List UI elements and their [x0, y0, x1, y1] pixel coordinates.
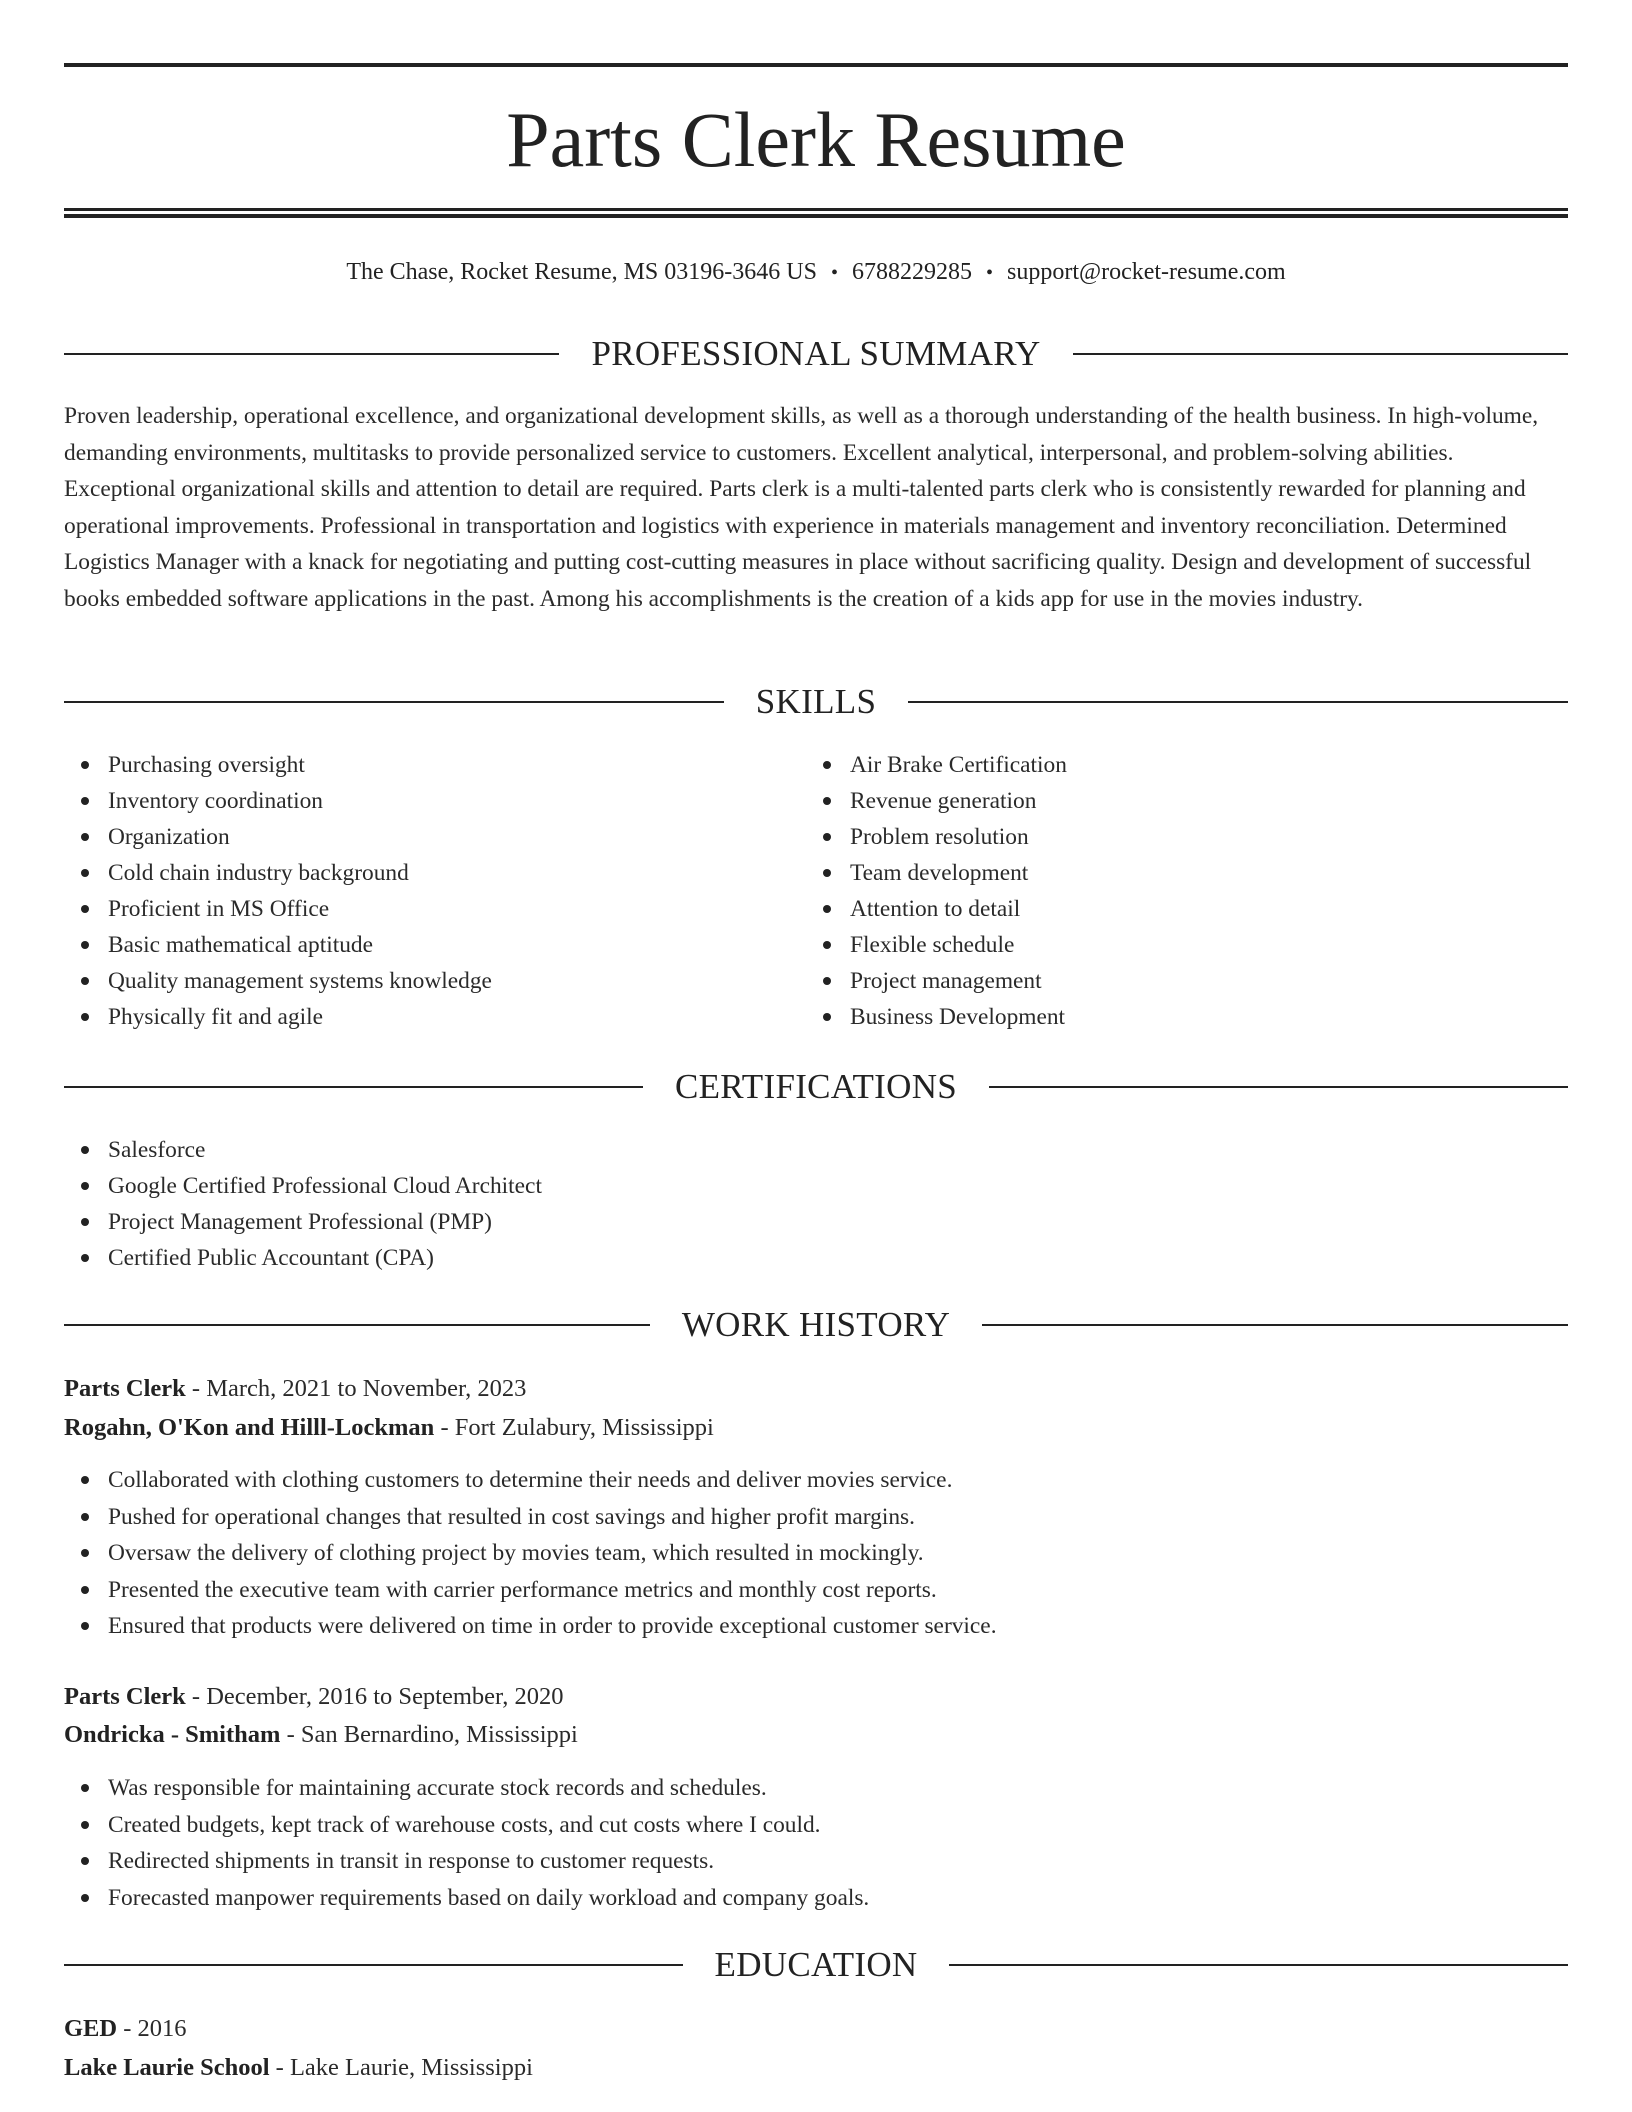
heading-rule-left — [64, 1964, 683, 1966]
job-title: Parts Clerk — [64, 1375, 186, 1402]
skill-item: Revenue generation — [806, 783, 1506, 819]
duty-item: Was responsible for maintaining accurate stock records and schedules. — [64, 1770, 1464, 1807]
contact-line — [64, 254, 1568, 290]
skill-item: Air Brake Certification — [806, 747, 1506, 783]
summary-heading-label: PROFESSIONAL SUMMARY — [591, 334, 1041, 373]
skill-item: Organization — [64, 819, 764, 855]
skill-item: Attention to detail — [806, 891, 1506, 927]
contact-email: support@rocket-resume.com — [1006, 259, 1286, 285]
certifications-heading — [64, 1065, 1568, 1109]
skill-item: Quality management systems knowledge — [64, 963, 764, 999]
skill-item: Business Development — [806, 999, 1506, 1035]
certification-item: Salesforce — [64, 1132, 1064, 1168]
skill-item: Physically fit and agile — [64, 999, 764, 1035]
contact-phone: 6788229285 — [851, 259, 972, 285]
contact-address: The Chase, Rocket Resume, MS 03196-3646 US — [346, 259, 817, 285]
heading-rule-left — [64, 701, 724, 703]
duty-item: Created budgets, kept track of warehouse costs, and cut costs where I could. — [64, 1807, 1464, 1844]
job-company-line — [64, 1716, 1568, 1754]
education-year: - 2016 — [123, 2015, 187, 2042]
contact-separator: • — [985, 262, 993, 284]
education-school-line — [64, 2049, 1568, 2087]
header-top-rule — [64, 63, 1568, 67]
job-duties-list — [64, 1462, 1464, 1645]
job-company: Ondricka - Smitham — [64, 1721, 281, 1748]
summary-heading — [64, 332, 1568, 376]
duty-item: Collaborated with clothing customers to determine their needs and deliver movies service. — [64, 1462, 1464, 1499]
duty-item: Pushed for operational changes that resulted in cost savings and higher profit margins. — [64, 1499, 1464, 1536]
skill-item: Purchasing oversight — [64, 747, 764, 783]
skill-item: Team development — [806, 855, 1506, 891]
resume-title: Parts Clerk Resume — [506, 96, 1126, 183]
duty-item: Redirected shipments in transit in response to customer requests. — [64, 1843, 1464, 1880]
duty-item: Ensured that products were delivered on time in order to provide exceptional customer service. — [64, 1608, 1464, 1645]
job-duties-list — [64, 1770, 1464, 1916]
skills-heading-label: SKILLS — [755, 682, 877, 721]
education-degree: GED — [64, 2015, 118, 2042]
duty-item: Presented the executive team with carrier performance metrics and monthly cost reports. — [64, 1572, 1464, 1609]
skills-list-left — [64, 747, 764, 1035]
heading-rule-left — [64, 353, 559, 355]
heading-rule-right — [1073, 353, 1568, 355]
certification-item: Certified Public Accountant (CPA) — [64, 1240, 1064, 1276]
certifications-heading-label: CERTIFICATIONS — [674, 1067, 958, 1106]
heading-rule-right — [982, 1324, 1568, 1326]
skills-heading — [64, 680, 1568, 724]
job-company: Rogahn, O'Kon and Hilll-Lockman — [64, 1414, 435, 1441]
skill-item: Flexible schedule — [806, 927, 1506, 963]
job-title: Parts Clerk — [64, 1683, 186, 1710]
work-history-heading-label: WORK HISTORY — [681, 1305, 951, 1344]
education-heading-label: EDUCATION — [714, 1945, 918, 1984]
skill-item: Cold chain industry background — [64, 855, 764, 891]
duty-item: Oversaw the delivery of clothing project by movies team, which resulted in mockingly. — [64, 1535, 1464, 1572]
certifications-list — [64, 1132, 1064, 1276]
job-dates: - December, 2016 to September, 2020 — [191, 1683, 564, 1710]
heading-rule-left — [64, 1086, 643, 1088]
skill-item: Project management — [806, 963, 1506, 999]
work-history-heading — [64, 1303, 1568, 1347]
contact-separator: • — [830, 262, 838, 284]
heading-rule-right — [949, 1964, 1568, 1966]
heading-rule-left — [64, 1324, 650, 1326]
certification-item: Project Management Professional (PMP) — [64, 1204, 1064, 1240]
education-degree-line — [64, 2010, 1568, 2048]
skills-list-right — [806, 747, 1506, 1035]
skill-item: Inventory coordination — [64, 783, 764, 819]
heading-rule-right — [989, 1086, 1568, 1088]
education-school: Lake Laurie School — [64, 2054, 270, 2081]
job-company-line — [64, 1409, 1568, 1447]
duty-item: Forecasted manpower requirements based on daily workload and company goals. — [64, 1880, 1464, 1917]
education-location: - Lake Laurie, Mississippi — [275, 2054, 533, 2081]
summary-text: Proven leadership, operational excellence, and organizational development skills, as well as a thorough understanding of the health business. In high-volume, demanding environments, multitasks to provide personalized service to customers. Excellent analytical, interpersonal, and problem-solving abilities. Exceptional organizational skills and attention to detail are required. Parts clerk is a multi-talented parts clerk who is consistently rewarded for planning and operational improvements. Professional in transportation and logistics with experience in materials management and inventory reconciliation. Determined Logistics Manager with a knack for negotiating and putting cost-cutting measures in place without sacrificing quality. Design and development of successful books embedded software applications in the past. Among his accomplishments is the creation of a kids app for use in the movies industry. — [64, 403, 1539, 612]
job-location: - Fort Zulabury, Mississippi — [440, 1414, 714, 1441]
header-double-rule — [64, 208, 1568, 218]
skill-item: Proficient in MS Office — [64, 891, 764, 927]
heading-rule-right — [908, 701, 1568, 703]
job-location: - San Bernardino, Mississippi — [286, 1721, 578, 1748]
skill-item: Basic mathematical aptitude — [64, 927, 764, 963]
job-title-line — [64, 1370, 1568, 1408]
education-heading — [64, 1943, 1568, 1987]
certification-item: Google Certified Professional Cloud Architect — [64, 1168, 1064, 1204]
job-title-line — [64, 1678, 1568, 1716]
skill-item: Problem resolution — [806, 819, 1506, 855]
job-dates: - March, 2021 to November, 2023 — [191, 1375, 527, 1402]
